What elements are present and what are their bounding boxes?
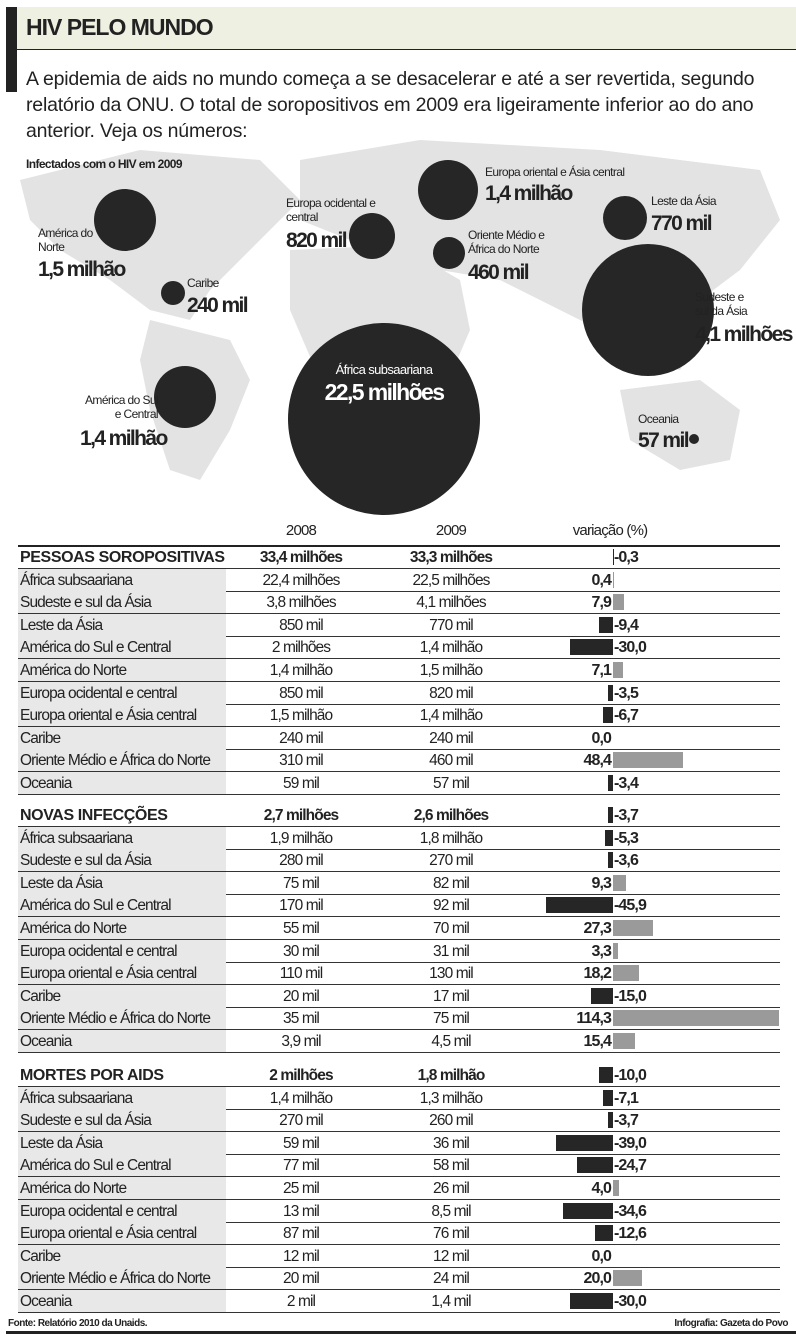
value-2008: 2,7 milhões (263, 807, 339, 824)
value-2008: 1,4 milhão (269, 1089, 333, 1107)
change-label: 7,9 (591, 594, 611, 612)
table-row (18, 704, 780, 727)
region-label: América do Sul e Central (18, 636, 226, 658)
table-row (18, 659, 780, 682)
region-label: Caribe (18, 727, 226, 749)
change-bar (613, 1010, 779, 1026)
change-bar (605, 830, 613, 846)
value-2008: 850 mil (279, 616, 323, 634)
value-2008: 170 mil (279, 897, 323, 915)
region-label: Leste da Ásia (18, 614, 226, 636)
section-header-row (18, 1064, 780, 1087)
table-row (18, 614, 780, 637)
change-label: 3,3 (591, 942, 611, 960)
table-row (18, 917, 780, 940)
bubble-value: 4,1 milhões (695, 323, 792, 346)
value-2008: 2 milhões (271, 639, 331, 657)
region-label: América do Norte (18, 917, 226, 939)
region-label: África subsaariana (18, 569, 226, 591)
change-label: 9,3 (591, 874, 611, 892)
bubble-label: Leste da Ásia (651, 194, 716, 208)
region-label: Oceania (18, 1030, 226, 1052)
map-subtitle: Infectados com o HIV em 2009 (26, 157, 182, 171)
change-label: -34,6 (614, 1202, 646, 1220)
value-2009: 1,8 milhão (419, 829, 483, 847)
change-label: -39,0 (614, 1134, 646, 1152)
bubble-label: Oceania (638, 412, 679, 426)
region-label: Sudeste e sul da Ásia (18, 849, 226, 871)
change-label: -30,0 (614, 1293, 646, 1310)
source-note: Fonte: Relatório 2010 da Unaids. (8, 1318, 148, 1329)
region-label: Sudeste e sul da Ásia (18, 1109, 226, 1131)
value-2009: 4,1 milhões (416, 594, 486, 612)
change-bar (613, 752, 683, 768)
table-row (18, 636, 780, 659)
value-2008: 1,4 milhão (269, 662, 333, 679)
value-2009: 130 mil (429, 965, 473, 983)
table-row (18, 849, 780, 872)
change-label: 0,0 (591, 729, 611, 747)
value-2008: 87 mil (283, 1225, 319, 1243)
region-label: Leste da Ásia (18, 872, 226, 894)
value-2009: 260 mil (429, 1112, 473, 1130)
bubble-label: Caribe (187, 276, 219, 290)
value-2008: 240 mil (279, 729, 323, 747)
change-bar (599, 1067, 614, 1083)
change-label: -24,7 (614, 1157, 646, 1175)
region-label: Oceania (18, 772, 226, 794)
change-label: 15,4 (583, 1033, 611, 1050)
value-2009: 4,5 mil (431, 1033, 471, 1050)
change-bar (613, 875, 626, 891)
change-label: -7,1 (614, 1089, 638, 1107)
change-label: -12,6 (614, 1225, 646, 1243)
region-label: Leste da Ásia (18, 1132, 226, 1154)
change-label: 4,0 (591, 1180, 611, 1197)
region-label: Europa ocidental e central (18, 940, 226, 962)
region-label: Sudeste e sul da Ásia (18, 591, 226, 613)
bubble-label: Sudeste e sul da Ásia (695, 290, 748, 318)
bubble-value: 22,5 milhões (324, 379, 444, 405)
table-row (18, 1200, 780, 1223)
region-label: África subsaariana (18, 1087, 226, 1109)
change-label: -15,0 (614, 987, 646, 1005)
change-bar (608, 775, 613, 791)
value-2009: 12 mil (433, 1247, 469, 1265)
value-2009: 1,4 milhão (419, 707, 483, 725)
bubble-value: 770 mil (651, 212, 712, 235)
bubble-label: América do Norte (38, 226, 93, 254)
region-label: África subsaariana (18, 827, 226, 849)
change-bar (608, 1112, 613, 1128)
region-label: Oceania (18, 1290, 226, 1312)
section-title: NOVAS INFECÇÕES (20, 807, 168, 824)
table-row (18, 749, 780, 772)
value-2009: 70 mil (433, 920, 469, 937)
section-title: PESSOAS SOROPOSITIVAS (20, 549, 225, 566)
bubble-oceania (689, 434, 699, 444)
value-2008: 12 mil (283, 1247, 319, 1265)
value-2009: 1,5 milhão (419, 662, 483, 679)
region-label: América do Sul e Central (18, 1154, 226, 1176)
table-row (18, 1132, 780, 1155)
bubble-label: Europa ocidental e central (286, 196, 376, 224)
value-2008: 75 mil (283, 874, 319, 892)
bubble-label: Europa oriental e Ásia central (485, 165, 625, 179)
bubble-value: 1,5 milhão (38, 258, 125, 281)
change-label: -6,7 (614, 707, 638, 725)
table-row (18, 962, 780, 985)
change-label: -0,3 (614, 549, 638, 566)
value-2008: 2 mil (286, 1293, 316, 1310)
change-label: -3,4 (614, 775, 638, 792)
table-row (18, 1007, 780, 1030)
table-row (18, 591, 780, 614)
bubble-europa-oriental (418, 160, 478, 220)
value-2009: 240 mil (429, 729, 473, 747)
change-label: 20,0 (583, 1270, 611, 1288)
table-row (18, 569, 780, 592)
value-2009: 770 mil (429, 616, 473, 634)
change-bar (608, 852, 613, 868)
value-2009: 17 mil (433, 987, 469, 1005)
value-2008: 310 mil (279, 752, 323, 770)
bubble-value: 1,4 milhão (80, 427, 167, 450)
bubble-oriente-medio (433, 237, 465, 269)
value-2008: 55 mil (283, 920, 319, 937)
value-2008: 30 mil (283, 942, 319, 960)
change-bar (577, 1157, 613, 1173)
bubble-value: 460 mil (468, 261, 529, 284)
intro-text: A epidemia de aids no mundo começa a se desacelerar e até a ser revertida, segundo relatório da ONU. O total de soropositivos em 2009 era ligeiramente inferior ao do ano anterior. Veja os números: (26, 68, 755, 142)
change-bar (570, 639, 614, 655)
value-2008: 59 mil (283, 1134, 319, 1152)
value-2008: 20 mil (283, 987, 319, 1005)
region-label: Oriente Médio e África do Norte (18, 1267, 226, 1289)
change-bar (546, 897, 613, 913)
value-2008: 33,4 milhões (259, 549, 343, 566)
value-2009: 24 mil (433, 1270, 469, 1288)
table-row (18, 1030, 780, 1053)
region-label: Caribe (18, 1245, 226, 1267)
bubble-value: 820 mil (286, 229, 347, 252)
table-row (18, 1109, 780, 1132)
table-row (18, 1267, 780, 1290)
change-bar (563, 1203, 613, 1219)
region-label: Caribe (18, 985, 226, 1007)
table-row (18, 1245, 780, 1268)
table-row (18, 772, 780, 795)
value-2009: 1,4 milhão (419, 639, 483, 657)
value-2009: 92 mil (433, 897, 469, 915)
value-2009: 36 mil (433, 1134, 469, 1152)
change-label: 18,2 (583, 965, 611, 983)
change-label: 48,4 (583, 752, 611, 770)
value-2008: 3,8 milhões (266, 594, 336, 612)
value-2009: 460 mil (429, 752, 473, 770)
change-bar (599, 617, 613, 633)
footer-divider (6, 1331, 796, 1334)
change-bar (613, 965, 639, 981)
value-2008: 110 mil (279, 965, 323, 983)
value-2008: 35 mil (283, 1010, 319, 1028)
value-2008: 13 mil (283, 1202, 319, 1220)
change-label: 7,1 (591, 662, 611, 679)
value-2009: 33,3 milhões (409, 549, 493, 566)
change-label: 0,4 (591, 571, 611, 589)
value-2008: 3,9 mil (281, 1033, 321, 1050)
change-bar (608, 685, 613, 701)
change-label: -45,9 (614, 897, 646, 915)
value-2008: 280 mil (279, 852, 323, 870)
value-2009: 58 mil (433, 1157, 469, 1175)
change-label: -3,6 (614, 852, 638, 870)
value-2009: 76 mil (433, 1225, 469, 1243)
value-2008: 20 mil (283, 1270, 319, 1288)
value-2009: 82 mil (433, 874, 469, 892)
value-2008: 270 mil (279, 1112, 323, 1130)
table-row (18, 872, 780, 895)
bubble-caribe (161, 281, 185, 305)
value-2009: 820 mil (429, 684, 473, 702)
section-title: MORTES POR AIDS (20, 1067, 164, 1084)
table-row (18, 1222, 780, 1245)
value-2009: 57 mil (433, 775, 469, 792)
table-row (18, 682, 780, 705)
bubble-america-do-norte (94, 189, 156, 251)
value-2008: 2 milhões (269, 1067, 333, 1084)
change-label: -3,7 (614, 1112, 638, 1130)
change-bar (613, 920, 653, 936)
value-2008: 22,4 milhões (262, 571, 340, 589)
change-label: -3,5 (614, 684, 638, 702)
value-2008: 1,9 milhão (269, 829, 333, 847)
table-row (18, 1177, 780, 1200)
region-label: Europa oriental e Ásia central (18, 962, 226, 984)
change-bar (613, 572, 614, 588)
section-header-row (18, 546, 780, 569)
value-2009: 31 mil (433, 942, 469, 960)
section-header-row (18, 804, 780, 827)
table-row (18, 1087, 780, 1110)
change-bar (591, 988, 613, 1004)
change-bar (613, 1180, 619, 1196)
bubble-leste-da-asia (603, 196, 647, 240)
change-bar (595, 1225, 613, 1241)
table-row (18, 1290, 780, 1313)
change-bar (608, 807, 613, 823)
value-2009: 8,5 mil (431, 1202, 471, 1220)
bubble-label: América do Sul e Central (85, 393, 158, 421)
value-2009: 1,3 milhão (419, 1089, 483, 1107)
region-label: América do Sul e Central (18, 894, 226, 916)
value-2009: 1,4 mil (431, 1293, 471, 1310)
table-row (18, 894, 780, 917)
value-2009: 75 mil (433, 1010, 469, 1028)
change-label: 27,3 (583, 920, 611, 937)
value-2008: 77 mil (283, 1157, 319, 1175)
bubble-america-do-sul (154, 366, 216, 428)
column-header-variation: variação (%) (572, 522, 648, 539)
change-bar (613, 1270, 642, 1286)
change-bar (570, 1293, 614, 1309)
value-2008: 25 mil (283, 1180, 319, 1197)
value-2008: 850 mil (279, 684, 323, 702)
bubble-value: 240 mil (187, 294, 248, 317)
region-label: América do Norte (18, 659, 226, 681)
bubble-value: 1,4 milhão (485, 182, 572, 205)
credit-note: Infografia: Gazeta do Povo (674, 1318, 788, 1329)
change-label: -5,3 (614, 829, 638, 847)
table-row (18, 940, 780, 963)
change-label: 114,3 (576, 1010, 611, 1028)
region-label: América do Norte (18, 1177, 226, 1199)
table-row (18, 827, 780, 850)
change-bar (603, 707, 613, 723)
table-row (18, 985, 780, 1008)
region-label: Oriente Médio e África do Norte (18, 1007, 226, 1029)
value-2009: 270 mil (429, 852, 473, 870)
change-label: -9,4 (614, 616, 638, 634)
column-header-2009: 2009 (435, 522, 467, 539)
change-bar (603, 1090, 613, 1106)
bubble-africa-subsaariana (288, 323, 480, 515)
change-bar (556, 1135, 613, 1151)
change-label: -3,7 (614, 807, 638, 824)
change-bar (613, 662, 623, 678)
value-2009: 22,5 milhões (412, 571, 490, 589)
region-label: Europa oriental e Ásia central (18, 704, 226, 726)
value-2008: 59 mil (283, 775, 319, 792)
value-2008: 1,5 milhão (269, 707, 333, 725)
change-label: -30,0 (614, 639, 646, 657)
page-title: HIV PELO MUNDO (26, 14, 213, 40)
bubble-label: África subsaariana (335, 362, 433, 377)
table-row (18, 1154, 780, 1177)
change-bar (613, 1033, 635, 1049)
value-2009: 26 mil (433, 1180, 469, 1197)
bubble-label: Oriente Médio e África do Norte (468, 228, 545, 256)
table-row (18, 727, 780, 750)
region-label: Europa ocidental e central (18, 682, 226, 704)
column-header-2008: 2008 (285, 522, 317, 539)
change-bar (613, 943, 618, 959)
value-2009: 2,6 milhões (413, 807, 489, 824)
change-label: 0,0 (591, 1247, 611, 1265)
change-label: -10,0 (614, 1067, 646, 1084)
value-2009: 1,8 milhão (417, 1067, 485, 1084)
bubble-value: 57 mil (638, 429, 688, 452)
change-bar (613, 594, 624, 610)
region-label: Oriente Médio e África do Norte (18, 749, 226, 771)
accent-bar (6, 7, 17, 92)
region-label: Europa oriental e Ásia central (18, 1222, 226, 1244)
region-label: Europa ocidental e central (18, 1200, 226, 1222)
